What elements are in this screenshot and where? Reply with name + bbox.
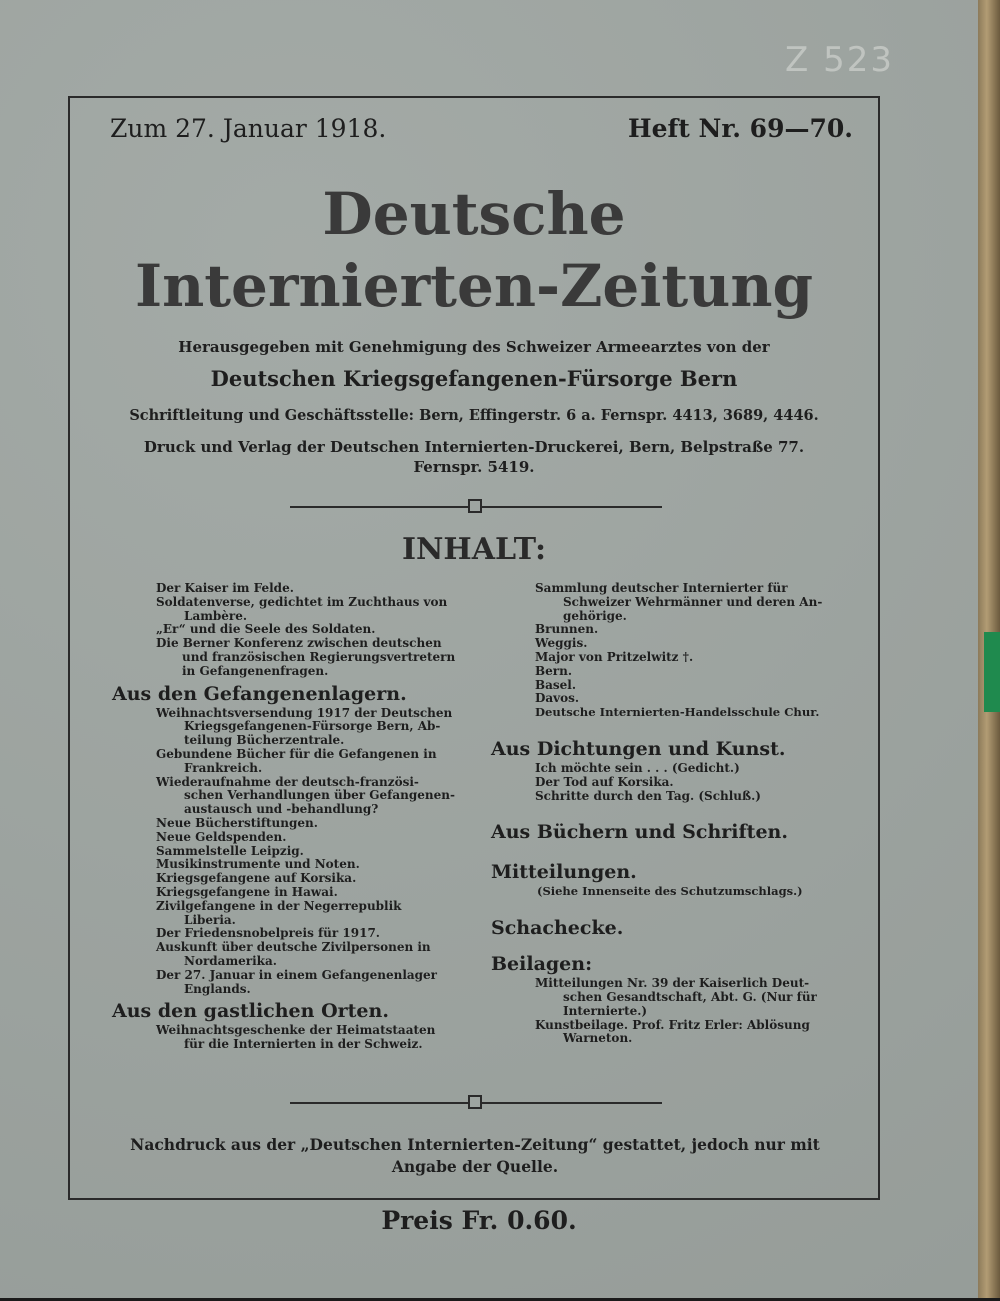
list-item: Schweizer Wehrmänner und deren An- — [563, 594, 823, 609]
list-item: und französischen Regierungsvertretern — [182, 649, 456, 664]
lager-list — [156, 707, 466, 997]
print-line: Druck und Verlag der Deutschen Internierten-Druckerei, Bern, Belpstraße 77. — [143, 438, 805, 456]
beilagen-list — [535, 977, 847, 1046]
divider-top-left — [290, 506, 468, 508]
list-item: für die Internierten in der Schweiz. — [184, 1037, 423, 1052]
list-item: Deutsche Internierten-Handelsschule Chur. — [535, 705, 820, 720]
office-line: Schriftleitung und Geschäftsstelle: Bern, Effingerstr. 6 a. Fernspr. 4413, 3689, 4446. — [129, 407, 819, 424]
section-title-buecher: Aus Büchern und Schriften. — [491, 821, 788, 844]
list-item: Soldatenverse, gedichtet im Zuchthaus von — [156, 594, 448, 609]
print-info — [100, 437, 848, 477]
section-title-lager: Aus den Gefangenenlagern. — [112, 682, 407, 705]
publisher-line-2: Deutschen Kriegsgefangenen-Fürsorge Bern — [210, 366, 738, 391]
list-item: in Gefangenenfragen. — [182, 663, 329, 678]
list-item: Liberia. — [184, 912, 236, 927]
list-item: Neue Geldspenden. — [156, 829, 287, 844]
right-intro-list — [535, 582, 847, 720]
section-title-orte: Aus den gastlichen Orten. — [112, 1000, 389, 1023]
list-item: Schritte durch den Tag. (Schluß.) — [535, 788, 761, 803]
list-item: Brunnen. — [535, 622, 599, 637]
issue-date: Zum 27. Januar 1918. — [110, 114, 387, 143]
list-item: Kriegsgefangene in Hawai. — [156, 884, 338, 899]
list-item: Lambère. — [184, 608, 248, 623]
section-title-dichtung: Aus Dichtungen und Kunst. — [491, 737, 786, 760]
section-title-schach: Schachecke. — [491, 917, 624, 940]
list-item: Der 27. Januar in einem Gefangenenlager — [156, 967, 437, 982]
list-item: Der Friedensnobelpreis für 1917. — [156, 926, 380, 941]
list-item: Englands. — [184, 981, 251, 996]
list-item: schen Verhandlungen über Gefangenen- — [184, 788, 455, 803]
issue-number: Heft Nr. 69—70. — [628, 114, 853, 143]
divider-top-box — [468, 499, 482, 513]
list-item: schen Gesandtschaft, Abt. G. (Nur für — [563, 989, 817, 1004]
list-item: Internierte.) — [563, 1003, 648, 1018]
left-intro-list — [156, 582, 466, 679]
publisher-line-1: Herausgegeben mit Genehmigung des Schweizer Armeearztes von der — [178, 338, 770, 356]
list-item: Der Tod auf Korsika. — [535, 774, 674, 789]
contents-right-column — [491, 581, 847, 1046]
list-item: Musikinstrumente und Noten. — [156, 857, 360, 872]
list-item: Wiederaufnahme der deutsch-französi- — [156, 774, 419, 789]
mitteilungen-note: (Siehe Innenseite des Schutzumschlags.) — [537, 884, 803, 899]
list-item: Davos. — [535, 691, 580, 706]
bookmark-tab — [984, 632, 1000, 712]
list-item: Warneton. — [563, 1031, 633, 1046]
section-title-mitteilungen: Mitteilungen. — [491, 861, 637, 884]
reprint-notice — [110, 1134, 840, 1178]
list-item: Kriegsgefangene auf Korsika. — [156, 871, 357, 886]
dichtung-list — [535, 762, 847, 803]
list-item: Kriegsgefangenen-Fürsorge Bern, Ab- — [184, 719, 441, 734]
list-item: Ich möchte sein . . . (Gedicht.) — [535, 760, 740, 775]
list-item: Basel. — [535, 677, 577, 692]
contents-heading: INHALT: — [401, 532, 547, 567]
handwritten-mark: Z 523 — [785, 40, 894, 80]
reprint-line-2: Angabe der Quelle. — [391, 1157, 559, 1176]
list-item: Gebundene Bücher für die Gefangenen in — [156, 746, 437, 761]
divider-top-right — [482, 506, 662, 508]
list-item: Weggis. — [535, 636, 588, 651]
list-item: Sammelstelle Leipzig. — [156, 843, 304, 858]
list-item: Bern. — [535, 663, 573, 678]
orte-list — [156, 1024, 466, 1052]
list-item: Der Kaiser im Felde. — [156, 581, 294, 595]
list-item: teilung Bücherzentrale. — [184, 733, 345, 748]
list-item: Mitteilungen Nr. 39 der Kaiserlich Deut- — [535, 976, 810, 991]
list-item: austausch und -behandlung? — [184, 802, 379, 817]
price: Preis Fr. 0.60. — [381, 1206, 577, 1235]
title-line-2: Internierten-Zeitung — [134, 252, 814, 320]
list-item: Neue Bücherstiftungen. — [156, 815, 318, 830]
divider-bottom-right — [482, 1102, 662, 1104]
divider-bottom-box — [468, 1095, 482, 1109]
print-phone: Fernspr. 5419. — [413, 458, 535, 476]
list-item: gehörige. — [563, 608, 627, 623]
list-item: Weihnachtsgeschenke der Heimatstaaten — [156, 1023, 436, 1038]
list-item: Zivilgefangene in der Negerrepublik — [156, 898, 402, 913]
title-line-1: Deutsche — [322, 180, 626, 248]
section-title-beilagen: Beilagen: — [491, 953, 593, 976]
list-item: Kunstbeilage. Prof. Fritz Erler: Ablösung — [535, 1017, 810, 1032]
list-item: Weihnachtsversendung 1917 der Deutschen — [156, 705, 453, 720]
list-item: Nordamerika. — [184, 953, 277, 968]
list-item: „Er“ und die Seele des Soldaten. — [156, 622, 376, 637]
list-item: Frankreich. — [184, 760, 263, 775]
contents-left-column — [112, 581, 466, 1052]
divider-bottom-left — [290, 1102, 468, 1104]
list-item: Auskunft über deutsche Zivilpersonen in — [156, 940, 431, 955]
list-item: Die Berner Konferenz zwischen deutschen — [156, 636, 442, 651]
reprint-line-1: Nachdruck aus der „Deutschen Internierten-Zeitung“ gestattet, jedoch nur mit — [130, 1135, 820, 1154]
list-item: Major von Pritzelwitz †. — [535, 649, 694, 664]
list-item: Sammlung deutscher Internierter für — [535, 581, 788, 595]
